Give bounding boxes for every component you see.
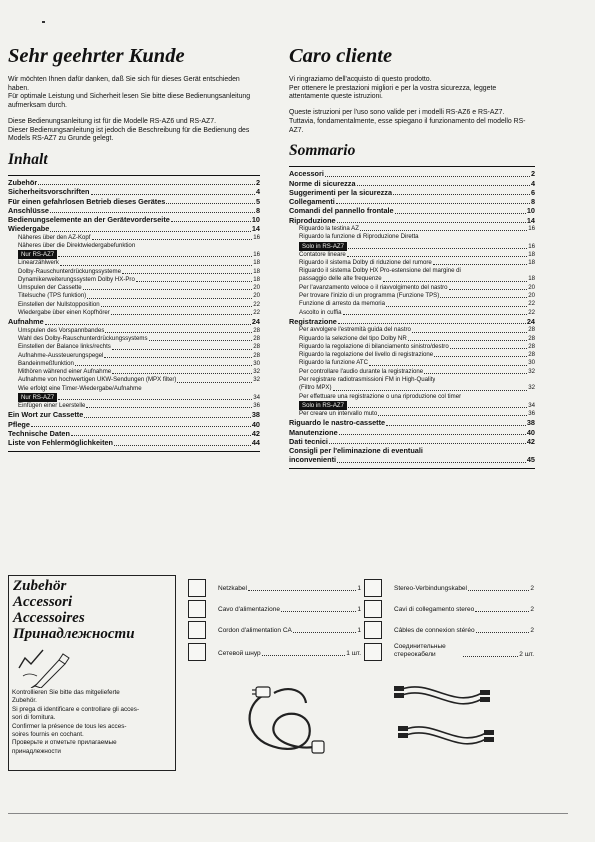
toc-entry[interactable] [289,401,535,410]
dot-leader [136,281,252,282]
toc-entry[interactable] [8,292,260,300]
accessories-check-note: Kontrollieren Sie bitte das mitgelieferte Zubehör. Si prega di identificare e controllare gli acces- sori di fornitura. Confirmer la présence de tous les acces- soires fournis en cochant. Проверьте и отметьте прилагаемые принадлежности [12,689,140,755]
toc-entry-label: Per controllare l'audio durante la registrazione [299,367,424,375]
toc-entry-label: Liste von Fehlermöglichkeiten [8,438,114,448]
toc-page-number: 14 [526,215,535,225]
toc-entry-label: Wiedergabe über einen Kopfhörer [18,309,110,317]
dot-leader [383,281,528,282]
footer-rule [8,813,568,814]
dot-leader [343,314,528,315]
checkmark-pen-icon [15,646,71,688]
toc-page-number: 10 [526,206,535,216]
toc-entry-label: Näheres über die Direktwiedergabefunktion [18,242,136,249]
toc-page-number: 30 [528,359,535,367]
toc-entry[interactable] [8,250,260,259]
checkbox-stereo-cable-fr[interactable] [364,621,382,639]
toc-entry[interactable] [289,197,535,206]
toc-entry-label: Dati tecnici [289,436,328,446]
dot-leader [325,176,530,177]
accessories-section [8,575,542,771]
toc-page-number: 42 [251,428,260,438]
dot-leader [84,417,251,418]
toc-entry[interactable] [289,428,535,437]
toc-entry-label: Titelsuche (TPS funktion) [18,292,87,300]
toc-entry-label: Per creare un intervallo muto [299,409,378,417]
dot-leader [101,306,253,307]
german-intro [8,76,260,144]
toc-page-number: 14 [251,224,260,234]
toc-entry[interactable] [289,376,535,384]
toc-page-number: 28 [528,342,535,350]
toc-entry-label: Contatore lineare [299,250,346,258]
toc-entry-label: Comandi del pannello frontale [289,206,394,216]
toc-entry[interactable] [8,301,260,309]
toc-entry-label: Für einen gefahrlosen Betrieb dieses Gerätes [8,196,166,206]
italian-greeting-title: Caro cliente [289,45,393,67]
dot-leader [111,314,252,315]
toc-entry-label: Riguardo la regolazione di bilanciamento sinistro/destro [299,342,449,350]
toc-entry-label: Bedienungselemente an der Gerätevorderseite [8,215,170,225]
toc-entry[interactable] [289,216,535,225]
toc-page-number: 28 [253,334,260,342]
dot-leader [434,356,527,357]
toc-entry-label: Aufnahme von hochwertigen UKW-Sendungen (MPX filter) [18,376,177,384]
toc-entry-label: Einstellen der Nullstopposition [18,300,100,308]
toc-page-number: 34 [528,401,535,409]
italian-column [289,44,535,469]
checkbox-power-cord-it[interactable] [188,600,206,618]
toc-entry[interactable] [8,309,260,317]
dot-leader [339,434,526,435]
italian-intro-p1: Vi ringraziamo dell'acquisto di questo prodotto. Per ottenere le prestazioni migliori e per la vostra sicurezza, leggete attentamente queste istruzioni. [289,76,497,101]
toc-entry-label: Umspulen des Vorspannbandes [18,326,105,334]
toc-page-number: 32 [253,376,260,384]
italian-intro [289,76,535,135]
dot-leader [75,365,252,366]
accessories-title-fr: Accessoires [13,610,85,626]
accessories-title-box [8,575,176,771]
dot-leader [348,407,527,408]
toc-page-number: 22 [528,300,535,308]
toc-page-number: 42 [526,436,535,446]
toc-entry-label: Per registrare radiotrasmissioni FM in High-Quality [299,376,436,384]
toc-page-number: 18 [253,267,260,275]
toc-page-number: 22 [253,309,260,317]
toc-entry[interactable] [289,309,535,317]
toc-entry[interactable] [289,455,535,464]
italian-toc [289,166,535,469]
toc-page-number: 38 [251,410,260,420]
toc-entry-label: Zubehör [8,177,38,187]
toc-page-number: 8 [530,197,535,207]
toc-entry-label: Per avvolgere l'estremità guida del nastro [299,326,411,334]
model-badge: Nur RS-AZ7 [18,393,57,402]
dot-leader [408,340,528,341]
toc-entry[interactable] [8,234,260,242]
dot-leader [348,248,527,249]
dot-leader [333,390,528,391]
toc-page-number: 18 [528,258,535,266]
checkbox-stereo-cable[interactable] [364,579,382,597]
toc-entry-label: Ascolto in cuffia [299,308,342,316]
dot-leader [58,256,252,257]
model-badge: Solo in RS-AZ7 [299,401,347,410]
toc-page-number: 16 [253,233,260,241]
checkbox-stereo-cable-it[interactable] [364,600,382,618]
toc-entry[interactable] [8,410,260,419]
toc-page-number: 36 [528,409,535,417]
toc-entry[interactable] [289,300,535,308]
german-intro-p1: Wir möchten Ihnen dafür danken, daß Sie sich für dieses Gerät entschieden haben. Für optimale Leistung und Sicherheit lesen Sie bitte diese Bedienungsanleitung aufmerksam durch. [8,76,251,110]
toc-entry[interactable] [8,420,260,429]
toc-entry[interactable] [289,233,535,241]
toc-entry[interactable] [8,429,260,438]
toc-entry-label: Per effettuare una registrazione o una riproduzione col timer [299,392,462,400]
toc-entry[interactable] [8,187,260,196]
dot-leader [105,332,252,333]
toc-entry[interactable] [8,206,260,215]
toc-entry[interactable] [289,169,535,178]
toc-page-number: 16 [253,251,260,259]
toc-entry-label: Riguardo la funzione ATC [299,359,368,367]
dot-leader [38,184,255,185]
toc-entry[interactable] [8,352,260,360]
dot-leader [347,256,527,257]
dot-leader [369,365,527,366]
toc-page-number: 16 [528,242,535,250]
toc-entry[interactable] [289,335,535,343]
dot-leader [86,407,252,408]
dot-leader [337,222,526,223]
toc-page-number: 34 [253,394,260,402]
toc-entry-label: Pflege [8,419,30,429]
toc-page-number: 28 [528,326,535,334]
italian-intro-p2: Queste istruzioni per l'uso sono valide per i modelli RS-AZ6 e RS-AZ7. Tuttavia, fondamentalmente, esse spiegano il funzionamento del modello RS-AZ7. [289,109,526,134]
dot-leader [357,185,530,186]
toc-entry-label: Dolby-Rauschunterdrückungssysteme [18,267,121,275]
accessory-stereo-cable-fr: Câbles de connexion stéréo 2 [394,627,534,634]
toc-entry-label: passaggio delle alte frequenze [299,275,382,283]
toc-entry[interactable] [8,259,260,267]
dot-leader [104,357,252,358]
toc-entry[interactable] [8,327,260,335]
toc-entry[interactable] [8,376,260,384]
toc-entry-label: Suggerimenti per la sicurezza [289,187,393,197]
accessory-stereo-cable-it: Cavi di collegamento stereo 2 [394,606,534,613]
power-cord-icon [234,675,334,767]
toc-entry[interactable] [8,402,260,410]
toc-entry-label: Riguardo la selezione del tipo Dolby NR [299,334,407,342]
toc-entry[interactable] [8,197,260,206]
german-toc-title: Inhalt [8,150,48,168]
toc-page-number: 45 [526,455,535,465]
toc-entry[interactable] [8,178,260,187]
toc-entry[interactable] [289,343,535,351]
toc-entry-label: Dynamikerweiterungssystem Dolby HX-Pro [18,275,135,283]
toc-page-number: 4 [255,187,260,197]
toc-entry[interactable] [8,317,260,326]
accessories-title-ru: Принадлежности [13,626,135,642]
toc-entry-label: Registrazione [289,316,337,326]
toc-page-number: 28 [528,334,535,342]
dot-leader [440,297,527,298]
toc-entry[interactable] [289,225,535,233]
toc-entry-label: Riguardo le nastro-cassette [289,418,386,428]
toc-entry[interactable] [289,351,535,359]
dot-leader [92,239,253,240]
toc-entry-label: Aufnahme-Aussteuerungspegel [18,351,104,359]
toc-page-number: 20 [528,283,535,291]
toc-entry-label: Umspulen der Cassette [18,284,82,292]
toc-page-number: 40 [526,427,535,437]
toc-page-number: 10 [251,215,260,225]
toc-entry[interactable] [289,284,535,292]
toc-page-number: 28 [253,326,260,334]
dot-leader [112,349,252,350]
dot-leader [50,231,251,232]
dot-leader [393,194,530,195]
toc-page-number: 20 [528,292,535,300]
toc-entry-label: Riguardo il sistema Dolby di riduzione del rumore [299,258,432,266]
accessory-stereo-cable-de: Stereo-Verbindungskabel 2 [394,585,534,592]
toc-page-number: 22 [253,300,260,308]
dot-leader [412,332,527,333]
german-column [8,44,260,452]
toc-entry-label: Sicherheitsvorschriften [8,187,90,197]
dot-leader [386,425,526,426]
toc-page-number: 18 [253,259,260,267]
toc-page-number: 24 [251,317,260,327]
dot-leader [337,462,526,463]
toc-entry-label: Riguardo la regolazione del livello di registrazione [299,351,434,359]
dot-leader [378,415,527,416]
dot-leader [45,324,251,325]
toc-page-number: 32 [528,384,535,392]
checkbox-power-cord-ru[interactable] [188,643,206,661]
toc-entry[interactable] [289,418,535,427]
toc-entry[interactable] [289,384,535,392]
toc-entry-label: Riguardo la testina AZ [299,225,359,232]
toc-entry[interactable] [289,259,535,267]
model-badge: Nur RS-AZ7 [18,250,57,259]
toc-page-number: 22 [528,308,535,316]
dot-leader [50,212,255,213]
toc-entry[interactable] [8,360,260,368]
toc-page-number: 32 [253,368,260,376]
toc-page-number: 20 [253,284,260,292]
toc-entry[interactable] [8,242,260,250]
toc-entry[interactable] [289,368,535,376]
toc-entry[interactable] [289,267,535,275]
toc-entry-label: Ein Wort zur Cassette [8,410,84,420]
toc-entry[interactable] [289,179,535,188]
toc-entry[interactable] [289,242,535,251]
toc-page-number: 36 [253,402,260,410]
dot-leader [31,426,251,427]
toc-entry-label: Technische Daten [8,428,70,438]
toc-page-number: 30 [253,359,260,367]
toc-entry[interactable] [289,437,535,446]
toc-entry[interactable] [8,268,260,276]
dot-leader [60,265,252,266]
dot-leader [450,348,527,349]
dot-leader [58,399,252,400]
checkbox-power-cord-fr[interactable] [188,621,206,639]
toc-page-number: 44 [251,438,260,448]
toc-page-number: 28 [253,351,260,359]
toc-page-number: 38 [526,418,535,428]
toc-entry[interactable] [8,276,260,284]
dot-leader [360,230,527,231]
toc-entry-label: Manutenzione [289,427,338,437]
toc-entry[interactable] [289,410,535,418]
toc-entry-label: Wiedergabe [8,224,50,234]
toc-entry[interactable] [8,438,260,447]
dot-leader [177,382,252,383]
toc-page-number: 8 [255,205,260,215]
toc-entry-label: Mithören während einer Aufnahme [18,368,112,376]
toc-entry-label: Per trovare l'inizio di un programma (Funzione TPS) [299,292,440,300]
toc-entry[interactable] [8,393,260,402]
accessories-title-it: Accessori [13,594,73,610]
toc-entry-label: inconvenienti [289,455,337,465]
dot-leader [71,435,251,436]
checkbox-power-cord[interactable] [188,579,206,597]
toc-entry-label: Linearzählwerk [18,259,59,267]
italian-toc-title: Sommario [289,142,356,160]
toc-page-number: 16 [528,225,535,232]
toc-entry[interactable] [289,292,535,300]
dot-leader [122,273,252,274]
dot-leader [171,221,251,222]
toc-page-number: 18 [528,250,535,258]
dot-leader [395,213,526,214]
toc-page-number: 28 [528,351,535,359]
toc-page-number: 6 [530,187,535,197]
toc-entry-label: Bandeinmeßfunktion [18,359,74,367]
toc-page-number: 28 [253,343,260,351]
toc-entry[interactable] [8,343,260,351]
toc-page-number: 18 [528,275,535,283]
toc-entry-label: Collegamenti [289,197,335,207]
toc-entry-label: Anschlüsse [8,205,49,215]
toc-entry-label: Funzione di arresto da memoria [299,300,386,308]
toc-entry-label: (Filtro MPX) [299,384,332,392]
toc-page-number: 2 [255,177,260,187]
toc-entry[interactable] [8,368,260,376]
dot-leader [83,289,253,290]
accessories-title-de: Zubehör [13,578,67,594]
toc-entry-label: Per l'avanzamento veloce o il riavvolgimento del nastro [299,283,448,291]
toc-page-number: 18 [253,275,260,283]
toc-page-number: 20 [253,292,260,300]
dot-leader [91,194,255,195]
german-greeting-title: Sehr geehrter Kunde [8,45,185,67]
toc-entry-label: Consigli per l'eliminazione di eventuali [289,446,423,456]
toc-entry[interactable] [8,385,260,393]
toc-entry[interactable] [289,275,535,283]
accessory-power-cord-ru: Сетевой шнур 1 шт. [218,650,361,657]
dot-leader [149,340,253,341]
toc-page-number: 5 [255,196,260,206]
toc-entry[interactable] [8,284,260,292]
accessory-power-cord-de: Netzkabel 1 [218,585,361,592]
model-badge: Solo in RS-AZ7 [299,242,347,251]
toc-entry-label: Riguardo la funzione di Riproduzione Diretta [299,233,419,241]
accessory-power-cord-fr: Cordon d'alimentation CA 1 [218,627,361,634]
toc-entry-label: Einstellen der Balance links/rechts [18,343,111,351]
toc-entry-label: Norme di sicurezza [289,178,356,188]
dot-leader [87,298,252,299]
toc-entry-label: Wie erfolgt eine Timer-Wiedergabe/Aufnahme [18,384,142,392]
toc-entry[interactable] [289,393,535,401]
toc-entry-label: Näheres über den AZ-Kopf [18,233,91,241]
toc-entry-label: Einfügen einer Leerstelle [18,402,86,410]
checkbox-stereo-cable-ru[interactable] [364,643,382,661]
dot-leader [112,373,252,374]
dot-leader [424,373,527,374]
german-intro-p2: Diese Bedienungsanleitung ist für die Modelle RS-AZ6 und RS-AZ7. Dieser Bedienungsanleitung ist jedoch die Beschreibung für die Bedienung des Models RS-AZ7 zu Grunde gelegt. [8,117,250,143]
toc-page-number: 4 [530,178,535,188]
accessory-stereo-cable-ru: Соединительные стереокабели 2 шт. [394,643,534,658]
dot-leader [114,445,251,446]
toc-entry-label: Riproduzione [289,215,336,225]
toc-page-number: 40 [251,419,260,429]
toc-entry-label: Riguardo il sistema Dolby HX Pro-estensione del margine di [299,267,461,275]
toc-page-number: 24 [526,316,535,326]
stereo-cable-icon [392,679,510,759]
toc-entry[interactable] [289,188,535,197]
toc-entry[interactable] [8,215,260,224]
toc-entry[interactable] [289,317,535,326]
dot-leader [433,264,527,265]
margin-mark [42,21,45,23]
toc-entry-label: Aufnahme [8,317,44,327]
toc-entry[interactable] [8,335,260,343]
toc-entry[interactable] [8,224,260,233]
toc-entry[interactable] [289,206,535,215]
toc-entry[interactable] [289,326,535,334]
dot-leader [166,203,255,204]
dot-leader [329,443,526,444]
toc-page-number: 2 [530,169,535,179]
toc-entry[interactable] [289,251,535,259]
dot-leader [336,203,530,204]
toc-entry-label: Accessori [289,169,324,179]
toc-entry[interactable] [289,359,535,367]
toc-page-number: 32 [528,367,535,375]
toc-entry[interactable] [289,446,535,455]
dot-leader [386,306,527,307]
german-toc [8,175,260,452]
toc-entry-label: Wahl des Dolby-Rauschunterdrückungssystems [18,334,148,342]
dot-leader [449,289,528,290]
dot-leader [338,323,526,324]
accessory-power-cord-it: Cavo d'alimentazione 1 [218,606,361,613]
